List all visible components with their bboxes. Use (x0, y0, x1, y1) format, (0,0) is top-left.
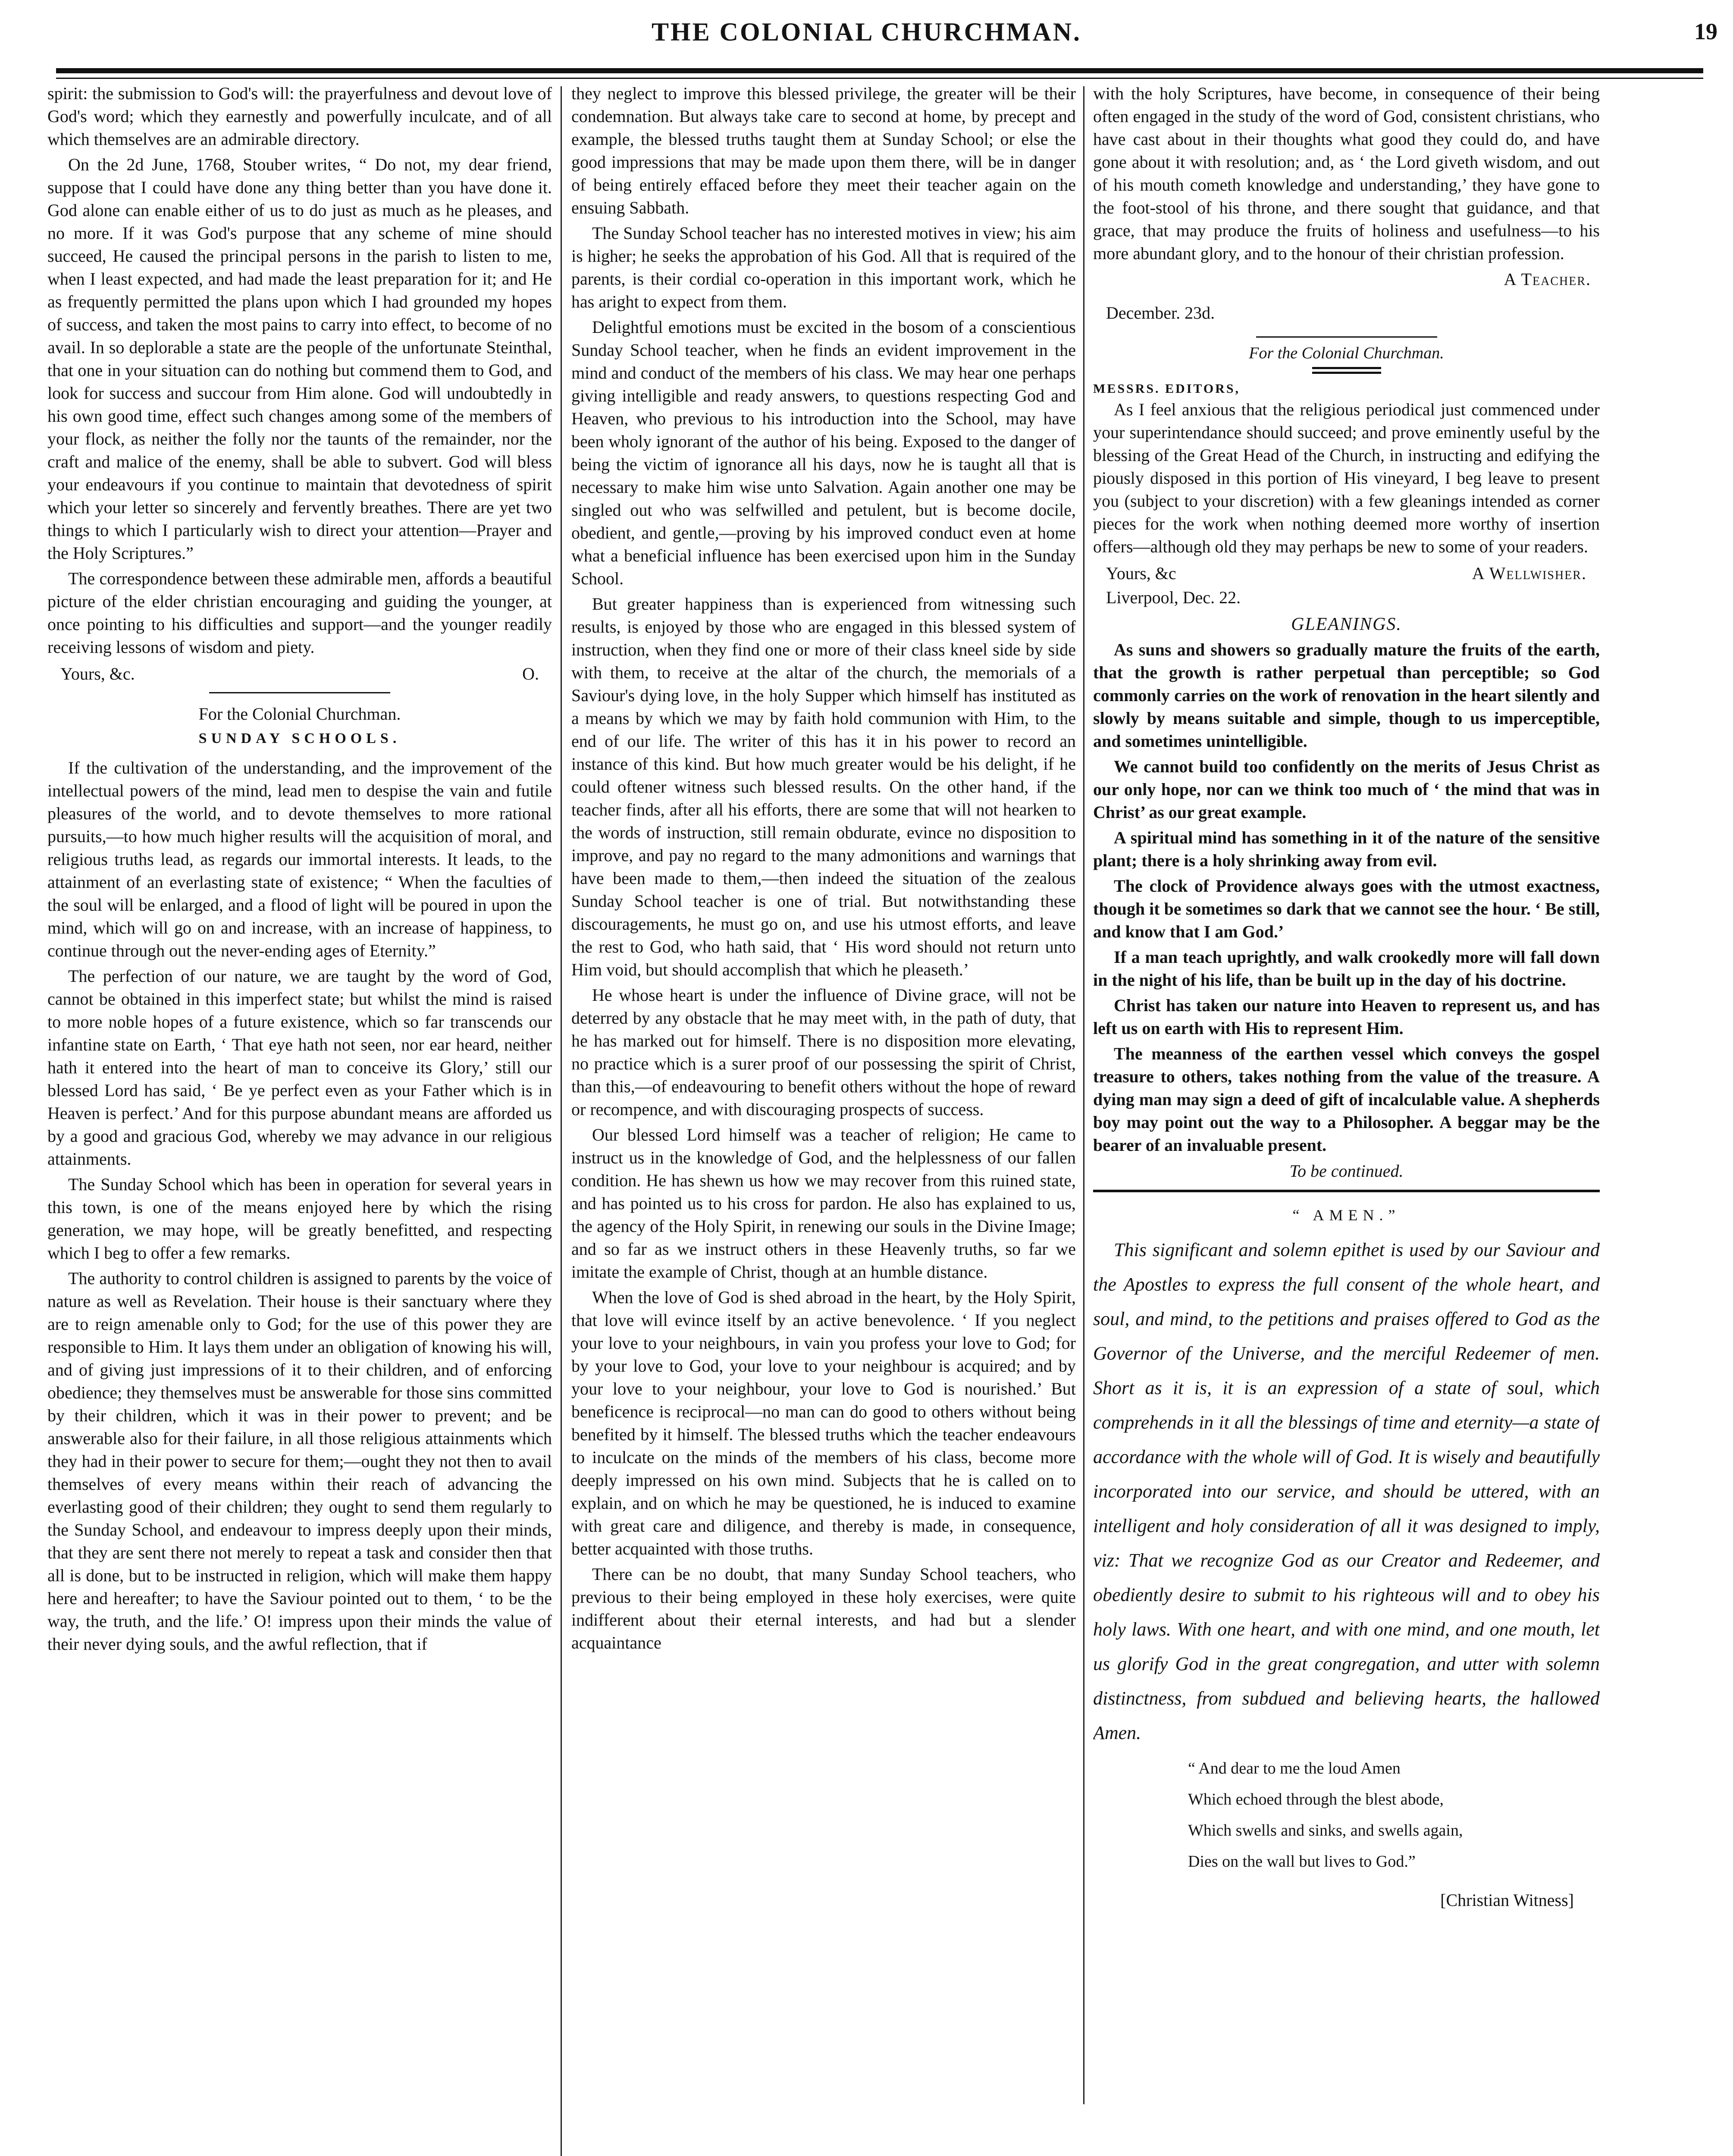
paragraph: The authority to control children is assigned to parents by the voice of nature as well as Revelation. Their house is their sanctuary where they are to reign amenable only to God; for the use of this power they are responsible to Him. It lays them under an obligation of knowing his will, and of giving just impressions of it to their children, and of enforcing obedience; they themselves must be answerable for those sins committed by their children, which it was in their power to prevent; and be answerable also for their failure, in all those religious attainments which they had in their power to secure for them;—ought they not then to avail themselves of every means within their reach of advancing the everlasting good of their children; they ought to send them regularly to the Sunday School, and endeavour to impress deeply upon their minds, that they are sent there not merely to repeat a task and consider then that all is done, but to be instructed in religion, which will make them happy here and hereafter; to have the Saviour pointed out to them, ‘ to be the way, the truth, and the life.’ O! impress upon their minds the value of their never dying souls, and the awful reflection, that if (47, 1269, 552, 1654)
paragraph: There can be no doubt, that many Sunday School teachers, who previous to their being employed in these holy exercises, were quite indifferent about their eternal interests, and had but a slender acquaintance (571, 1564, 1076, 1652)
continued-note: To be continued. (1289, 1161, 1404, 1181)
paragraph: When the love of God is shed abroad in the heart, by the Holy Spirit, that love will evince itself by an active benevolence. ‘ If you neglect your love to your neighbours, in vain you profess your love to God; for by your love to God, your love to your neighbour is acquired; and by your love to your neighbour, your love to God is nourished.’ But beneficence is reciprocal—no man can do good to others without being benefited by it himself. The blessed truths which the teacher endeavours to inculcate on the minds of the members of his class, become more deeply impressed on his own mind. Subjects that he is called on to explain, and on which he may be questioned, he is induced to examine with great care and diligence, and thereby is made, in consequence, better acquainted with those truths. (571, 1288, 1076, 1558)
signature (1106, 561, 1587, 586)
gleaning-item: As suns and showers so gradually mature the fruits of the earth, that the growth is rather perpetual than perceptible; so God commonly carries on the work of renovation in the heart silently and slowly by means suitable and simple, though to us imperceptible, and sometimes unintelligible. (1093, 640, 1600, 751)
paragraph: they neglect to improve this blessed privilege, the greater will be their condemnation. But always take care to second at home, by precept and example, the blessed truths taught them at Sunday School; or else the good impressions that may be made upon them there, will be in danger of being entirely effaced before they meet their teacher again on the ensuing Sabbath. (571, 84, 1076, 217)
gleaning-item: Christ has taken our nature into Heaven to represent us, and has left us on earth with His to represent Him. (1093, 996, 1600, 1038)
paragraph: Delightful emotions must be excited in the bosom of a conscientious Sunday School teacher, when he finds an evident improvement in the mind and conduct of the members of his class. We may hear one perhaps giving intelligible and ready answers, to questions respecting God and Heaven, who previous to his introduction into the School, may have been wholy ignorant of the author of his being. Exposed to the danger of being the victim of ignorance all his days, now he is taught all that is necessary to make him wise unto Salvation. Again another one may be singled out who was selfwilled and petulent, but is become docile, obedient, and gentle,—proving by his improved conduct even at home what a beneficial influence has been exercised upon him in the Sunday School. (571, 317, 1076, 588)
paragraph: spirit: the submission to God's will: the prayerfulness and devout love of God's word; which they earnestly and powerfully inculcate, and of all which themselves are an admirable directory. (47, 84, 552, 149)
paragraph: The correspondence between these admirable men, affords a beautiful picture of the elder christian encouraging and guiding the younger, at once pointing to his difficulties and support—and the younger readily receiving lessons of wisdom and piety. (47, 569, 552, 657)
paragraph: Our blessed Lord himself was a teacher of religion; He came to instruct us in the knowledge of God, and the helplessness of our fallen condition. He has shewn us how we may recover from this ruined state, and has pointed us to his cross for pardon. He also has explained to us, the agency of the Holy Spirit, in renewing our souls in the Divine Image; and so far as we instruct others in these Heavenly truths, so far we imitate the example of Christ, though at an humble distance. (571, 1125, 1076, 1282)
gleaning-item: The clock of Providence always goes with the utmost exactness, though it be sometimes so dark that we cannot see the hour. ‘ Be still, and know that I am God.’ (1093, 876, 1600, 941)
signature-teacher: A Teacher. (1504, 270, 1591, 289)
signature-name: A Wellwisher. (1472, 564, 1587, 583)
header-rule-thin (56, 78, 1703, 79)
ornament-rule (1312, 367, 1381, 374)
gleanings-list (1093, 638, 1600, 1156)
for-line: For the Colonial Churchman. (1249, 344, 1444, 362)
signature-yours: Yours, &c (1106, 564, 1176, 583)
gleaning-item: The meanness of the earthen vessel which conveys the gospel treasure to others, takes nothing from the value of the treasure. A dying man may sign a deed of gift of incalculable value. A shepherds boy may point out the way to a Philosopher. A beggar may be the bearer of an invaluable present. (1093, 1044, 1600, 1155)
gleaning-item: If a man teach uprightly, and walk crookedly more will fall down in the night of his life, than be built up in the day of his doctrine. (1093, 947, 1600, 990)
section-rule (209, 692, 390, 693)
signature (60, 662, 539, 686)
paragraph: with the holy Scriptures, have become, in consequence of their being often engaged in the study of the word of God, consistent christians, who have cast about in their thoughts what good they could do, and have gone about it with resolution; and, as ‘ the Lord giveth wisdom, and out of his mouth cometh knowledge and understanding,’ they have gone to the foot-stool of his throne, and there sought that guidance, and that grace, that may produce the fruits of holiness and usefulness—to his more abundant glory, and to the honour of their christian profession. (1093, 84, 1600, 263)
poem (1188, 1753, 1600, 1877)
signature-place: Liverpool, Dec. 22. (1106, 588, 1241, 607)
article-title: SUNDAY SCHOOLS. (198, 730, 401, 746)
paragraph: He whose heart is under the influence of Divine grace, will not be deterred by any obstacle that he may meet with, in the path of duty, that he has marked out for himself. There is no disposition more elevating, no practice which is a surer proof of our possessing the spirit of Christ, than this,—of endeavouring to benefit others without the hope of reward or recompence, and with discouraging prospects of success. (571, 985, 1076, 1119)
poem-line: “ And dear to me the loud Amen (1188, 1759, 1401, 1777)
gleanings-title: GLEANINGS. (1291, 614, 1402, 634)
signature-initial: O. (522, 664, 539, 683)
paragraph: As I feel anxious that the religious periodical just commenced under your superintendance should succeed; and prove eminently useful by the blessing of the Great Head of the Church, in instructing and edifying the piously disposed in this portion of His vineyard, I beg leave to present you (subject to your discretion) with a few gleanings intended as corner pieces for the work when nothing deemed more worthy of insertion offers—although old they may perhaps be new to some of your readers. (1093, 400, 1600, 556)
paragraph: This significant and solemn epithet is used by our Saviour and the Apostles to express the full consent of the whole heart, and soul, and mind, to the petitions and praises offered to God as the Governor of the Universe, and the merciful Redeemer of men. Short as it is, it is an expression of a state of soul, which comprehends in it all the blessings of time and eternity—a state of accordance with the whole will of God. It is wisely and beautifully incorporated into our service, and should be uttered, with an intelligent and holy consideration of all it was designed to imply, viz: That we recognize God as our Creator and Redeemer, and obediently desire to submit to his righteous will and to obey his holy laws. With one heart, and with one mind, and one mouth, let us glorify God in the great congregation, and utter with solemn distinctness, from subdued and believing hearts, the hallowed Amen. (1093, 1239, 1600, 1743)
page-header (0, 17, 1733, 65)
paragraph: The Sunday School which has been in operation for several years in this town, is one of the means enjoyed here by which the rising generation, we may hope, will be greatly benefitted, and respecting which I beg to offer a few remarks. (47, 1175, 552, 1263)
dateline: December. 23d. (1106, 303, 1215, 323)
column-2 (571, 82, 1076, 2156)
column-divider (561, 86, 562, 2156)
poem-line: Dies on the wall but lives to God.” (1188, 1852, 1416, 1871)
paragraph: On the 2d June, 1768, Stouber writes, “ Do not, my dear friend, suppose that I could have done any thing better than you have done it. God alone can enable either of us to do just as much as he pleases, and no more. If it was God's purpose that any scheme of mine should succeed, He caused the principal persons in the parish to listen to me, when I least expected, and had made the least preparation for it; and He as frequently permitted the plans upon which I had grounded my hopes of success, and taken the most pains to carry into effect, to become of no avail. In so deplorable a state are the people of the unfortunate Steinthal, that one in your situation can do nothing but commend them to God, and look for success and succour from Him alone. God will undoubtedly in his own good time, effect such changes among some of the members of your flock, as neither the folly nor the taunts of the remainder, nor the craft and malice of the enemy, shall be able to subvert. God will bless your endeavours if you continue to maintain that devotedness of spirit which your letter so sincerely and fervently breathes. There are yet two things to which I particularly wish to direct your attention—Prayer and the Holy Scriptures.” (47, 155, 552, 563)
poem-line: Which swells and sinks, and swells again, (1188, 1821, 1463, 1839)
gleaning-item: A spiritual mind has something in it of the nature of the sensitive plant; there is a holy shrinking away from evil. (1093, 828, 1600, 870)
column-1 (47, 82, 552, 2156)
paragraph: The perfection of our nature, we are taught by the word of God, cannot be obtained in this imperfect state; but whilst the mind is raised to more noble hopes of a future existence, which so far transcends our infantine state on Earth, ‘ That eye hath not seen, nor ear heard, neither hath it entered into the heart of man to conceive its Glory,’ still our blessed Lord has said, ‘ Be ye perfect even as your Father which is in Heaven is perfect.’ And for this purpose abundant means are afforded us by a good and gracious God, whereby we may advance in our religious attainments. (47, 966, 552, 1169)
source-credit: [Christian Witness] (1440, 1890, 1574, 1910)
amen-article (1093, 1233, 1600, 1750)
gleaning-item: We cannot build too confidently on the merits of Jesus Christ as our only hope, nor can we think too much of ‘ the mind that was in Christ’ as our great example. (1093, 757, 1600, 822)
signature-yours: Yours, &c. (60, 664, 135, 683)
column-divider (1083, 86, 1084, 2104)
salutation: MESSRS. EDITORS, (1093, 382, 1241, 396)
paragraph: The Sunday School teacher has no interested motives in view; his aim is higher; he seeks the approbation of his God. All that is required of the parents, is their cordial co-operation in this important work, which he has aright to expect from them. (571, 223, 1076, 311)
amen-title: “ AMEN.” (1292, 1206, 1401, 1224)
newspaper-title: THE COLONIAL CHURCHMAN. (651, 18, 1082, 46)
header-rule (56, 68, 1703, 73)
page-number: 19 (1694, 19, 1717, 44)
section-rule (1256, 336, 1437, 338)
paragraph: But greater happiness than is experienced from witnessing such results, is enjoyed by those who are engaged in this blessed system of instruction, when they find one or more of their class kneel side by side with them, to receive at the altar of the church, the memorials of a Saviour's dying love, in the holy Supper which himself has instituted as a means by which we may by faith hold communion with Him, to the end of our life. The writer of this has it in his power to record an instance of this kind. But how much greater would be his delight, if he could oftener witness such blessed results. On the other hand, if the teacher finds, after all his efforts, there are some that will not hearken to the words of instruction, still remain obdurate, evince no disposition to improve, and pay no regard to the many admonitions and warnings that have been made to them,—then indeed the situation of the zealous Sunday School teacher is one of trial. But notwithstanding these discouragements, he must go on, and use his utmost efforts, and leave the rest to God, who hath said, that ‘ His word should not return unto Him void, but should accomplish that which he pleaseth.’ (571, 594, 1076, 979)
signature-place-line (1106, 586, 1587, 610)
column-3 (1093, 82, 1600, 2156)
paragraph: If the cultivation of the understanding, and the improvement of the intellectual powers of the mind, lead men to despise the vain and futile pleasures of the world, and to devote themselves to more rational pursuits,—to how much higher results will the acquisition of moral, and religious truths lead, as regards our immortal interests. It leads, to the attainment of an everlasting state of existence; “ When the faculties of the soul will be enlarged, and a flood of light will be poured in upon the mind, which will go on and increase, with an increase of happiness, to continue through out the never-ending ages of Eternity.” (47, 758, 552, 960)
poem-line: Which echoed through the blest abode, (1188, 1790, 1444, 1808)
section-rule-thick (1093, 1190, 1600, 1192)
for-line: For the Colonial Churchman. (198, 704, 401, 724)
